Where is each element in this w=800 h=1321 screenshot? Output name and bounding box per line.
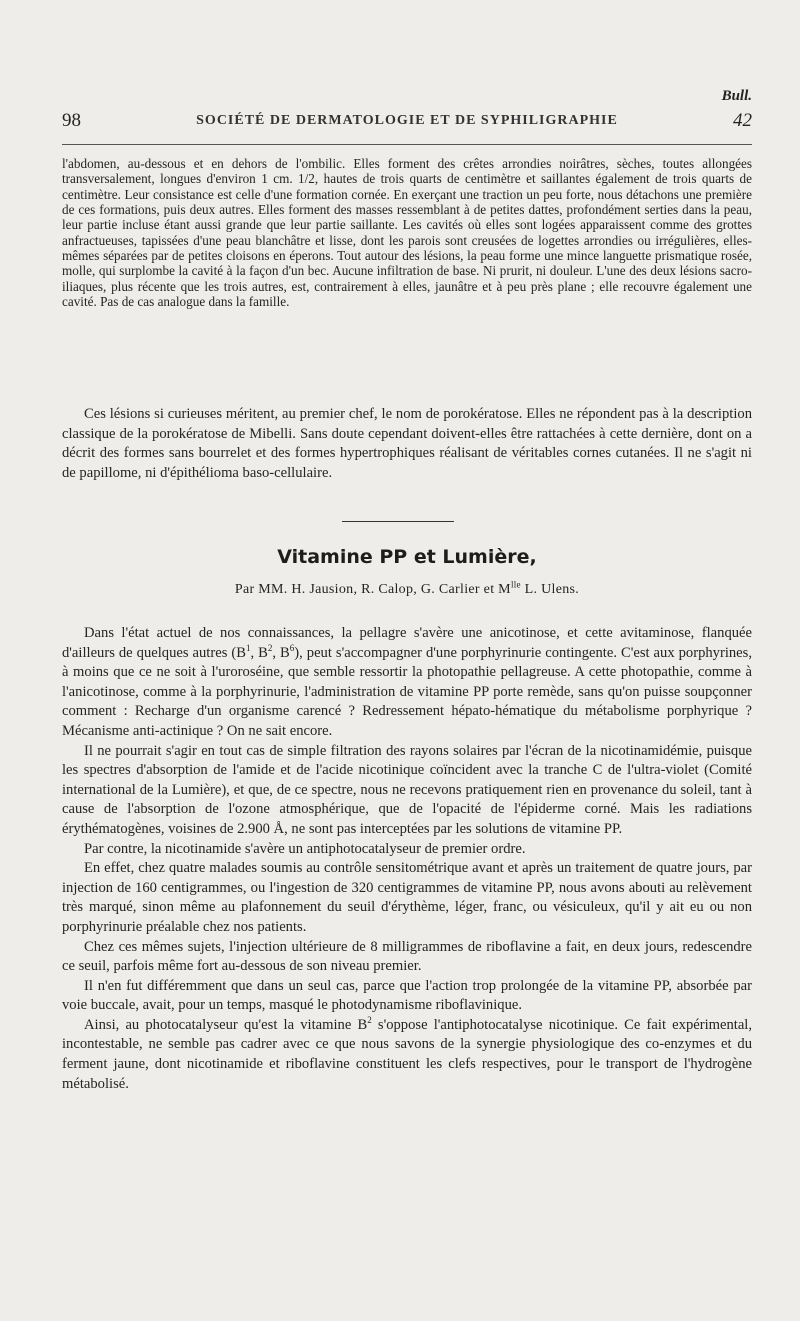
paragraph-7-text-a: Ainsi, au photocatalyseur qu'est la vitamine B bbox=[84, 1016, 368, 1033]
page-number: 98 bbox=[62, 110, 81, 131]
author-1: Jausion bbox=[309, 582, 354, 597]
article-body bbox=[62, 624, 752, 1094]
paragraph-1-text-b: , B bbox=[250, 644, 268, 661]
authors-end: . bbox=[575, 582, 580, 597]
header-rule bbox=[62, 144, 752, 145]
paragraph-7 bbox=[62, 1016, 752, 1094]
paragraph-1-text-d: ), peut s'accompagner d'une porphyrinurie contingente. C'est aux porphyrines, à moins que ce ne soit à l'uroroséine, que semble ressortir la photopathie pellagreuse. A cette photopathie, comme à l'anicotinose, comme à la porphyrinurie, l'administration de vitamine PP porte remède, sans qu'on puisse soupçonner comment : Recharge d'un organisme carencé ? Redressement hépato-hématique du métabolisme porphyrique ? Mécanisme anti-actinique ? On ne sait encore. bbox=[62, 644, 752, 739]
superscript-b6: 6 bbox=[289, 642, 295, 653]
page-header bbox=[62, 110, 752, 134]
section-separator bbox=[342, 521, 454, 522]
paragraph-2: Il ne pourrait s'agir en tout cas de simple filtration des rayons solaires par l'écran de la nicotinamidémie, puisque les spectres d'absorption de l'amide et de l'acide nicotinique coïncident avec la tranche C de l'ultra-violet (Comité international de la Lumière), et que, de ce spectre, nous ne recevons pratiquement rien en provenance du soleil, tant à cause de l'absorption de l'ozone atmosphérique, que de l'opacité de l'épiderme corné. Mais les radiations érythématogènes, voisines de 2.900 Å, ne sont pas interceptées par les solutions de vitamine PP. bbox=[62, 742, 752, 837]
paragraph-6: Il n'en fut différemment que dans un seul cas, parce que l'action trop prolongée de la vitamine PP, absorbée par voie buccale, avait, pour un temps, masqué le photodynamisme riboflavinique. bbox=[62, 977, 752, 1014]
article-title: Vitamine PP et Lumière, bbox=[277, 546, 537, 568]
paragraph-1-text-a: Dans l'état actuel de nos connaissances, la pellagre s'avère une anicotinose, et cette avitaminose, flanquée d'ailleurs de quelques autres (B bbox=[62, 625, 752, 661]
previous-article-conclusion bbox=[62, 405, 752, 483]
article-authors: Par MM. H. Jausion, R. Calop, G. Carlier et $M^{lle}$ L. Ulens. bbox=[234, 579, 580, 597]
superscript-b2: 2 bbox=[267, 642, 273, 653]
author-4: L. Ulens bbox=[524, 582, 576, 597]
case-paragraph: l'abdomen, au-dessous et en dehors de l'ombilic. Elles forment des crêtes arrondies noirâtres, sèches, toutes allongées transversalement, longues d'environ 1 cm. 1/2, hautes de trois quarts de centimètre et saillantes également de trois quarts de centimètre. Leur consistance est celle d'une formation cornée. En exerçant une traction un peu forte, nous détachons une première de ces formations, puis deux autres. Elles forment des masses ressemblant à de petites dattes, profondément serties dans la peau, leur partie incluse étant aussi grande que leur partie saillante. Les cavités où elles sont logées apparaissent comme des grottes anfractueuses, tapissées d'une peau blanchâtre et lisse, dont les parois sont creusées de logettes arrondies ou irrégulières, elles-mêmes séparées par de petites cloisons en éperons. Tout autour des lésions, la peau forme une mince languette prismatique rosée, molle, qui surplombe la cavité à la façon d'un bec. Aucune infiltration de base. Ni prurit, ni douleur. L'une des deux lésions sacro-iliaques, plus récente que les trois autres, est, contrairement à elles, jaunâtre et à peu près plane ; elle recouvre également une cavité. Pas de cas analogue dans la famille. bbox=[62, 156, 752, 310]
paragraph-5: Chez ces mêmes sujets, l'injection ultérieure de 8 milligrammes de riboflavine a fait, en deux jours, redescendre ce seuil, parfois même fort au-dessous de son niveau premier. bbox=[62, 938, 752, 975]
superscript-b1: 1 bbox=[245, 642, 251, 653]
paragraph-3: Par contre, la nicotinamide s'avère un antiphotocatalyseur de premier ordre. bbox=[84, 840, 526, 857]
margin-note: Bull. bbox=[721, 88, 752, 104]
paragraph-7-text-b: s'oppose l'antiphotocatalyse nicotinique. Ce fait expérimental, incontestable, ne semble pas cadrer avec ce que nous savons de la synergie physiologique des co-enzymes et du ferment jaune, dont nicotinamide et riboflavine constituent les clefs respectives, pour le transport de l'hydrogène métabolisé. bbox=[62, 1016, 752, 1092]
authors-superscript: lle bbox=[510, 579, 521, 590]
paragraph-4: En effet, chez quatre malades soumis au contrôle sensitométrique avant et après un traitement de quatre jours, par injection de 160 centigrammes, ou l'ingestion de 320 centigrammes de vitamine PP, nous avons abouti au relèvement très marqué, sinon même au plafonnement du seuil d'érythème, léger, franc, ou vésiculeux, qu'il y ait eu ou non porphyrinurie préalable chez nos patients. bbox=[62, 860, 752, 935]
paragraph-1-text-c: , B bbox=[272, 644, 290, 661]
authors-connector: et M bbox=[479, 582, 511, 597]
author-2: R. Calop bbox=[361, 582, 414, 597]
running-title: SOCIÉTÉ DE DERMATOLOGIE ET DE SYPHILIGRAPHIE bbox=[196, 113, 618, 128]
author-3: G. Carlier bbox=[420, 582, 480, 597]
superscript-b2-second: 2 bbox=[367, 1015, 372, 1026]
margin-number: 42 bbox=[733, 110, 752, 131]
conclusion-paragraph: Ces lésions si curieuses méritent, au premier chef, le nom de porokératose. Elles ne répondent pas à la description classique de la porokératose de Mibelli. Sans doute cependant doivent-elles être rattachées à cette dernière, dont on a décrit des formes sans bourrelet et des formes hypertrophiques réalisant de véritables cornes cutanées. Il ne s'agit ni de papillome, ni d'épithélioma baso-cellulaire. bbox=[62, 406, 752, 481]
previous-article-body bbox=[62, 156, 752, 309]
authors-prefix: Par MM. H. bbox=[234, 582, 310, 597]
paragraph-1 bbox=[62, 624, 752, 742]
